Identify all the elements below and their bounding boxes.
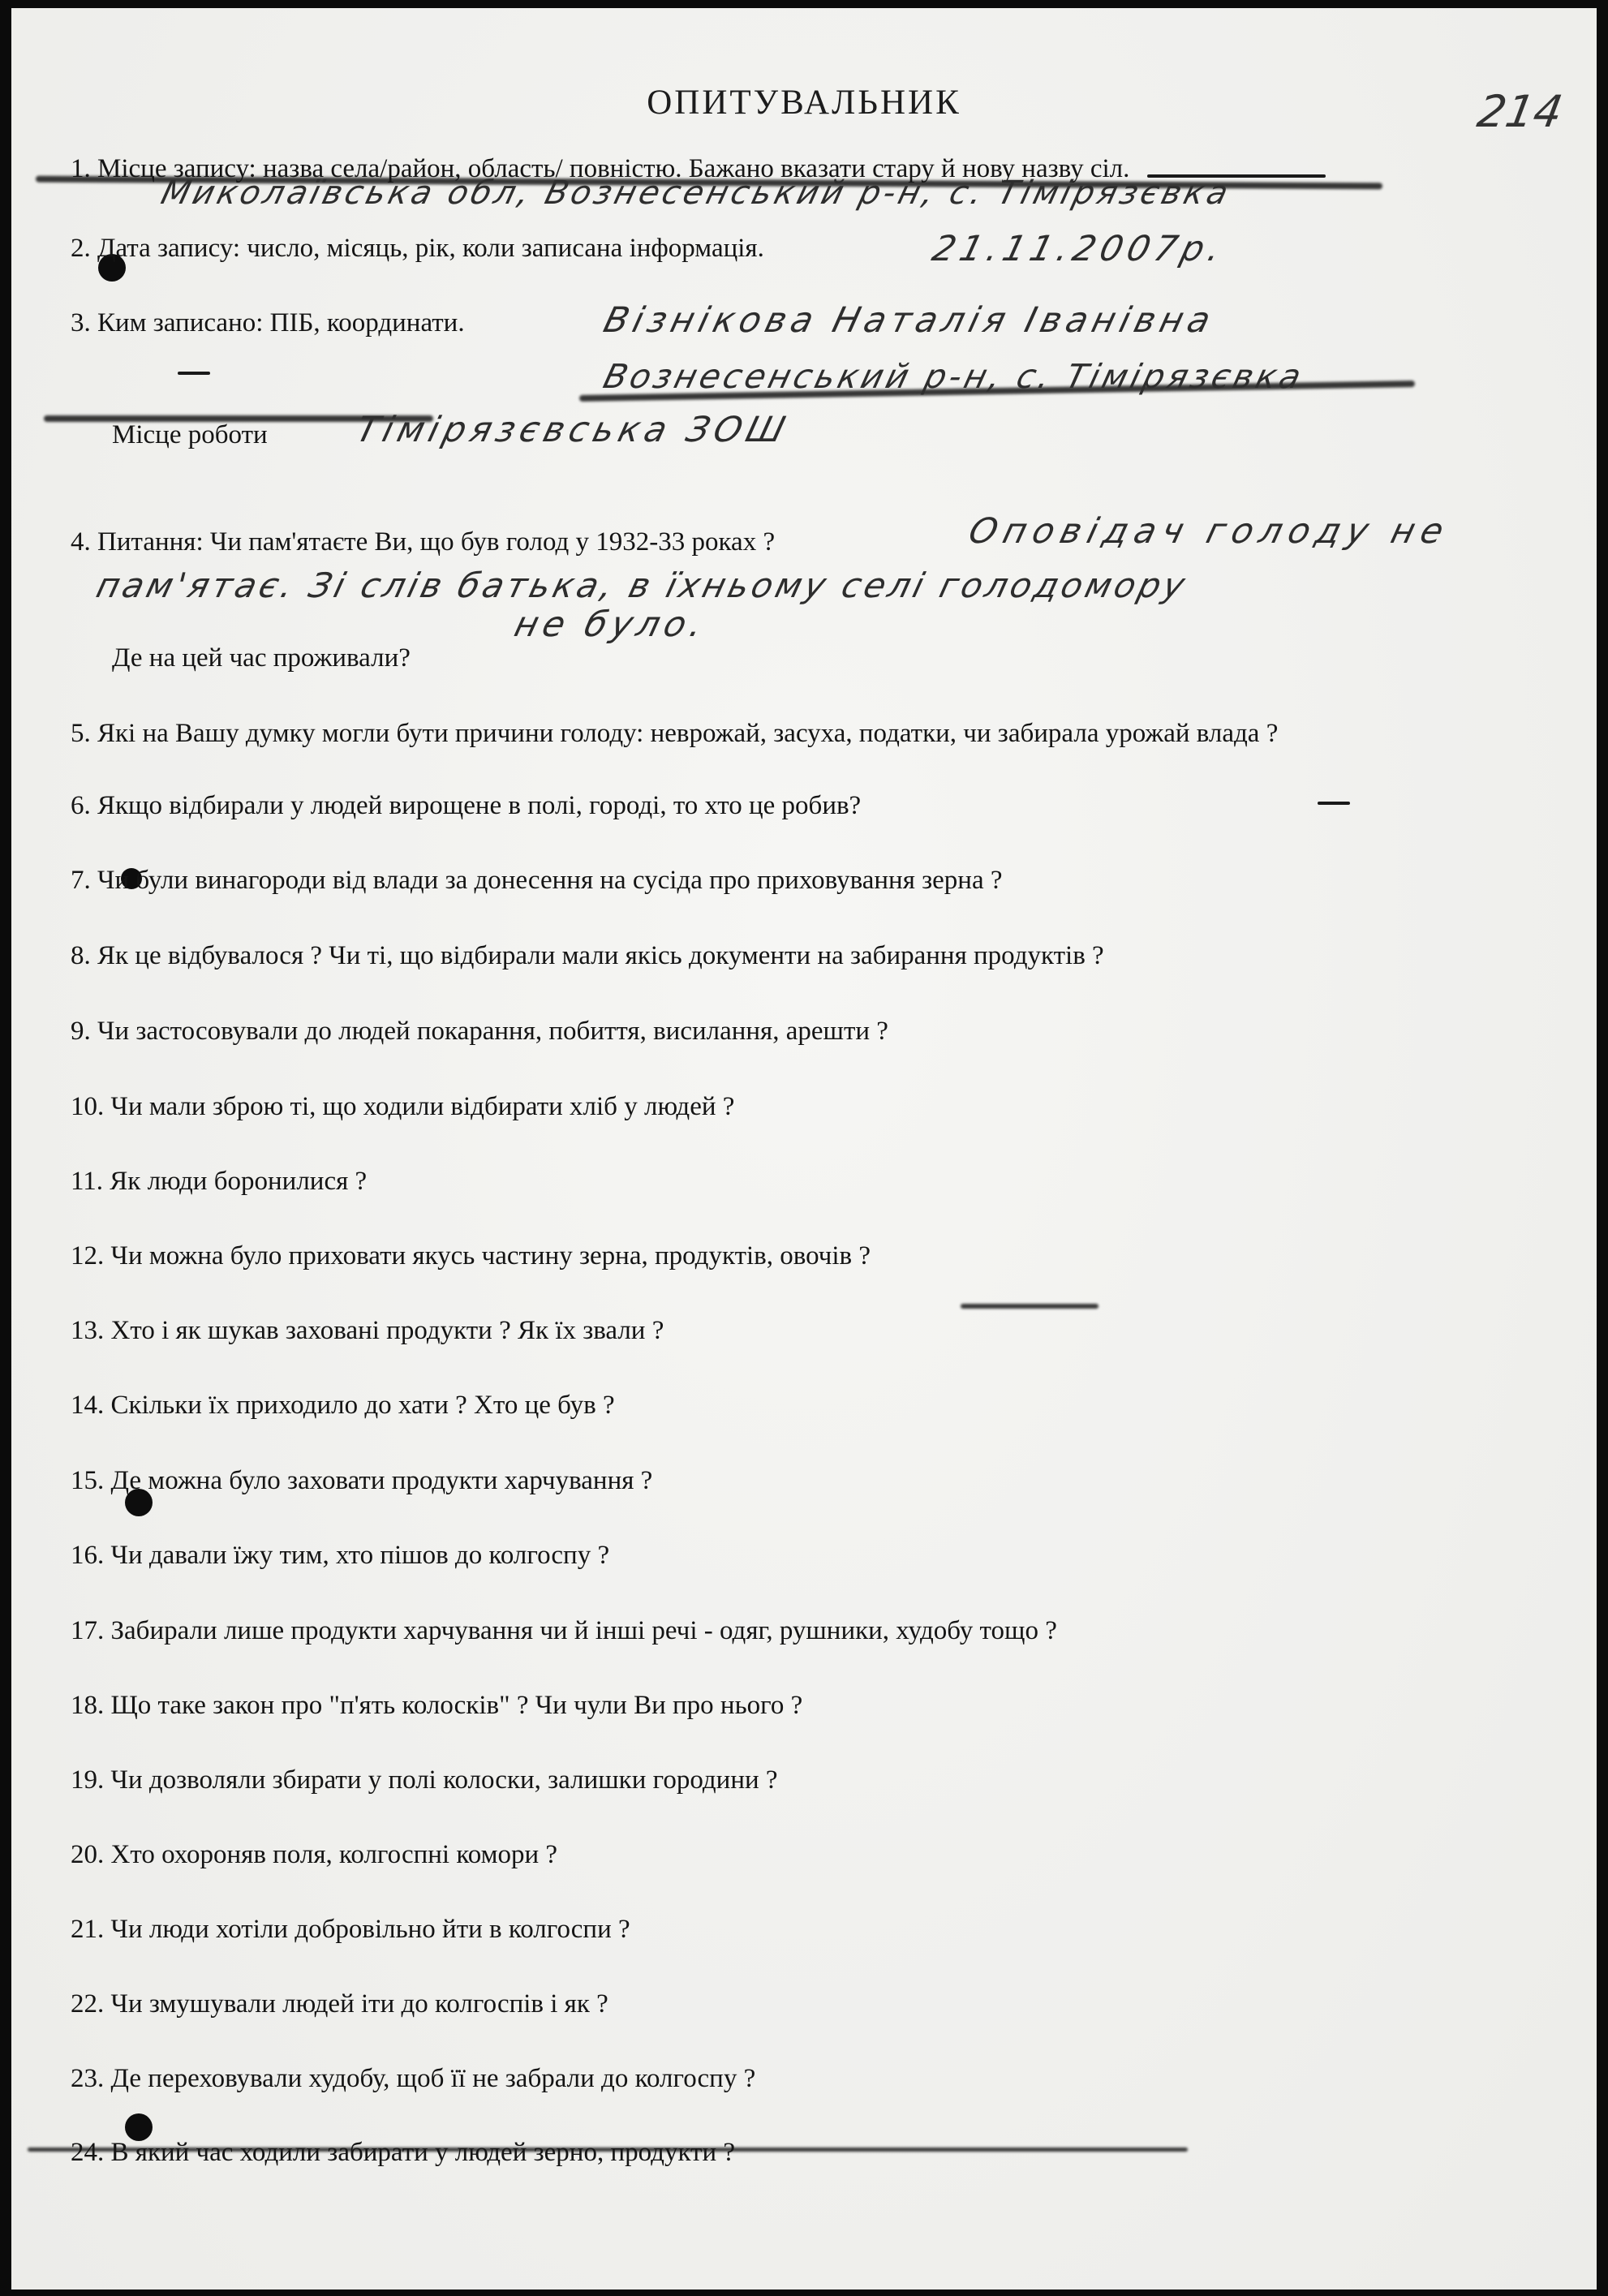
page-number: 214 bbox=[1473, 86, 1567, 137]
punch-hole bbox=[125, 2113, 153, 2141]
question-4: 4. Питання: Чи пам'ятаєте Ви, що був голод у 1932-33 роках ? bbox=[71, 527, 776, 557]
scan-mark bbox=[1318, 802, 1350, 805]
handwritten-recorder-name: Візнікова Наталія Іванівна bbox=[600, 300, 1219, 341]
questionnaire-page bbox=[11, 8, 1597, 2290]
handwritten-place: Миколаївська обл, Вознесенський р-н, с. Тімірязєвка bbox=[157, 174, 1236, 212]
question-9: 9. Чи застосовували до людей покарання, побиття, висилання, арешти ? bbox=[71, 1017, 888, 1046]
page-title: ОПИТУВАЛЬНИК bbox=[647, 84, 961, 122]
scan-mark bbox=[178, 372, 210, 375]
question-19: 19. Чи дозволяли збирати у полі колоски, залишки городини ? bbox=[71, 1765, 778, 1795]
question-15: 15. Де можна було заховати продукти харчування ? bbox=[71, 1466, 653, 1495]
question-13: 13. Хто і як шукав заховані продукти ? Як їх звали ? bbox=[71, 1316, 664, 1345]
question-24: 24. В який час ходили забирати у людей зерно, продукти ? bbox=[71, 2138, 736, 2167]
question-16: 16. Чи давали їжу тим, хто пішов до колгоспу ? bbox=[71, 1541, 610, 1570]
question-11: 11. Як люди боронилися ? bbox=[71, 1167, 368, 1196]
question-22: 22. Чи змушували людей іти до колгоспів і як ? bbox=[71, 1989, 608, 2019]
handwritten-workplace: Тімірязєвська ЗОШ bbox=[352, 410, 794, 450]
scan-smear bbox=[961, 1304, 1099, 1309]
question-4-residence: Де на цей час проживали? bbox=[112, 643, 411, 673]
question-14: 14. Скільки їх приходило до хати ? Хто це був ? bbox=[71, 1391, 615, 1420]
handwritten-recorder-address: Вознесенський р-н, с. Тімірязєвка bbox=[600, 357, 1309, 396]
question-workplace: Місце роботи bbox=[112, 420, 268, 449]
question-2: 2. Дата запису: число, місяць, рік, коли записана інформація. bbox=[71, 234, 764, 263]
question-7: 7. Чи були винагороди від влади за донесення на сусіда про приховування зерна ? bbox=[71, 866, 1003, 895]
question-23: 23. Де переховували худобу, щоб її не забрали до колгоспу ? bbox=[71, 2064, 756, 2093]
question-3: 3. Ким записано: ПІБ, координати. bbox=[71, 308, 465, 338]
question-1: 1. Місце запису: назва села/район, область/ повністю. Бажано вказати стару й нову назву сіл. bbox=[71, 154, 1130, 183]
question-17: 17. Забирали лише продукти харчування чи й інші речі - одяг, рушники, худобу тощо ? bbox=[71, 1616, 1057, 1645]
question-21: 21. Чи люди хотіли добровільно йти в колгоспи ? bbox=[71, 1915, 630, 1944]
question-20: 20. Хто охороняв поля, колгоспні комори ? bbox=[71, 1840, 558, 1869]
handwritten-answer-line-3: не було. bbox=[510, 604, 712, 645]
handwritten-date: 21.11.2007р. bbox=[928, 229, 1230, 269]
handwritten-answer-line-2: пам'ятає. Зі слів батька, в їхньому селі голодомору bbox=[92, 565, 1193, 605]
question-8: 8. Як це відбувалося ? Чи ті, що відбирали мали якісь документи на забирання продуктів ? bbox=[71, 941, 1104, 970]
question-5: 5. Які на Вашу думку могли бути причини голоду: неврожай, засуха, податки, чи забирала урожай влада ? bbox=[71, 719, 1279, 748]
question-10: 10. Чи мали зброю ті, що ходили відбирати хліб у людей ? bbox=[71, 1092, 735, 1121]
question-6: 6. Якщо відбирали у людей вирощене в полі, городі, то хто це робив? bbox=[71, 791, 862, 820]
question-18: 18. Що таке закон про "п'ять колосків" ? Чи чули Ви про нього ? bbox=[71, 1691, 803, 1720]
handwritten-answer-line-1: Оповідач голоду не bbox=[965, 511, 1455, 552]
question-12: 12. Чи можна було приховати якусь частину зерна, продуктів, овочів ? bbox=[71, 1241, 871, 1271]
